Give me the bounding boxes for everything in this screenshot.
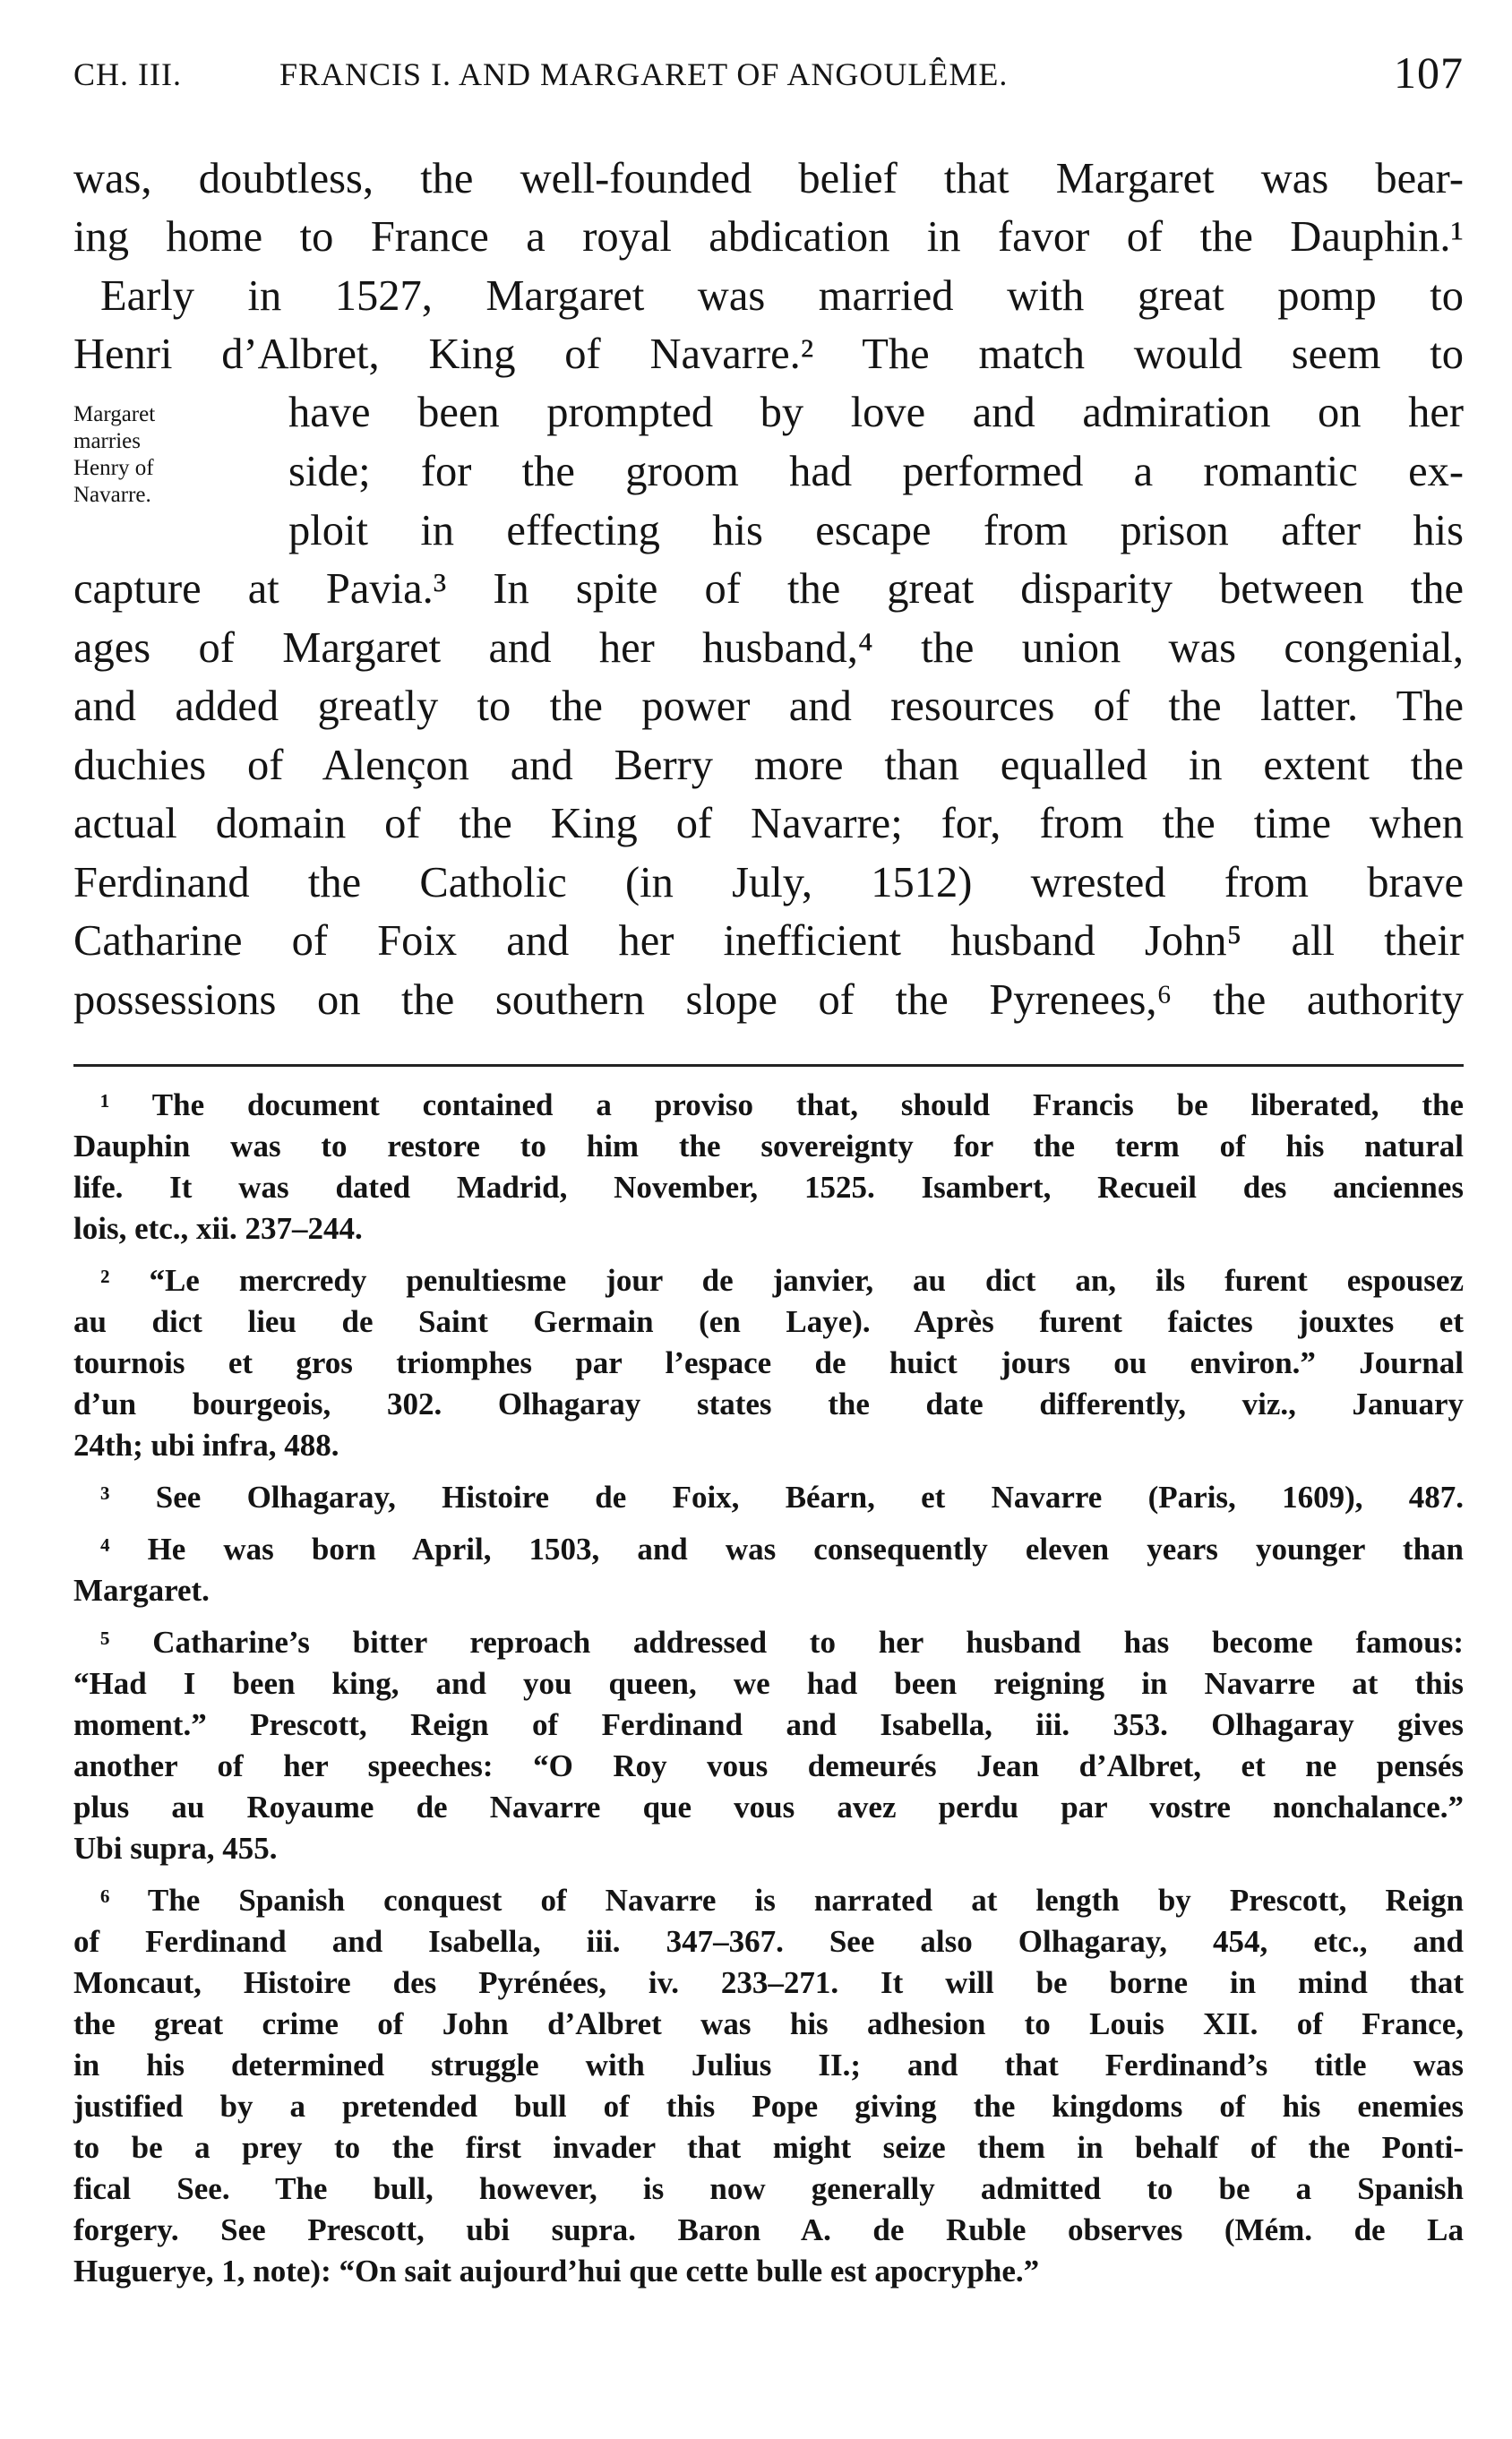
body-line: capture at Pavia.³ In spite of the great disparity between the: [73, 565, 1464, 613]
footnote-line: forgery. See Prescott, ubi supra. Baron A. de Ruble observes (Mém. de La: [73, 2212, 1464, 2247]
footnote-line: Ubi supra, 455.: [73, 1831, 278, 1866]
footnote-line: ² “Le mercredy penultiesme jour de janvier, au dict an, ils furent espousez: [100, 1263, 1464, 1298]
body-line: have been prompted by love and admiration on her: [288, 389, 1464, 436]
body-line: Ferdinand the Catholic (in July, 1512) wrested from brave: [73, 859, 1464, 906]
footnote-line: 24th; ubi infra, 488.: [73, 1428, 339, 1463]
footnote-line: lois, etc., xii. 237–244.: [73, 1211, 363, 1246]
footnote-line: Hugueryе, 1, note): “On sait aujourd’hui que cette bulle est apocryphe.”: [73, 2254, 1040, 2289]
footnote-line: tournois et gros triomphes par l’espace de huict jours ou environ.” Journal: [73, 1345, 1464, 1380]
side-note-line: Henry of: [73, 456, 154, 480]
body-line: was, doubtless, the well-founded belief that Margaret was bear-: [73, 155, 1464, 202]
footnote-line: “Had I been king, and you queen, we had been reigning in Navarre at this: [73, 1666, 1464, 1701]
footnote-line: ³ See Olhagaray, Histoire de Foix, Béarn, et Navarre (Paris, 1609), 487.: [100, 1480, 1464, 1515]
chapter-label: CH. III.: [73, 56, 182, 92]
footnote-line: ¹ The document contained a proviso that, should Francis be liberated, the: [100, 1087, 1464, 1122]
body-line: Henri d’Albret, King of Navarre.² The match would seem to: [73, 331, 1464, 378]
body-line: possessions on the southern slope of the Pyrenees,⁶ the authority: [73, 976, 1464, 1024]
footnote-line: au dict lieu de Saint Germain (en Laye). Après furent faictes jouxtes et: [73, 1304, 1464, 1339]
side-note-line: marries: [73, 429, 141, 453]
side-note: [73, 401, 271, 509]
running-head: [73, 47, 1464, 109]
body-line: actual domain of the King of Navarre; for, from the time when: [73, 800, 1464, 847]
footnote-line: ⁴ He was born April, 1503, and was consequently eleven years younger than: [100, 1532, 1464, 1567]
body-line: ages of Margaret and her husband,⁴ the union was congenial,: [73, 624, 1464, 672]
body-line: duchies of Alençon and Berry more than equalled in extent the: [73, 742, 1464, 789]
running-title: FRANCIS I. AND MARGARET OF ANGOULÊME.: [279, 56, 1009, 92]
footnote-line: in his determined struggle with Julius II.; and that Ferdinand’s title was: [73, 2048, 1464, 2083]
footnote-line: the great crime of John d’Albret was his adhesion to Louis XII. of France,: [73, 2006, 1464, 2041]
footnote-rule: [73, 1064, 1464, 1067]
footnote-line: life. It was dated Madrid, November, 1525. Isambert, Recueil des anciennes: [73, 1170, 1464, 1205]
body-line: Early in 1527, Margaret was married with great pomp to: [100, 272, 1464, 320]
footnote-line: moment.” Prescott, Reign of Ferdinand and Isabella, iii. 353. Olhagaray gives: [73, 1707, 1464, 1742]
footnote-line: Moncaut, Histoire des Pyrénées, iv. 233–271. It will be borne in mind that: [73, 1965, 1464, 2000]
body-line: Catharine of Foix and her inefficient husband John⁵ all their: [73, 917, 1464, 965]
body-line: ploit in effecting his escape from prison after his: [288, 507, 1464, 554]
page-number: 107: [1394, 47, 1464, 98]
footnote-line: justified by a pretended bull of this Pope giving the kingdoms of his enemies: [73, 2089, 1464, 2124]
body-line: ing home to France a royal abdication in favor of the Dauphin.¹: [73, 213, 1464, 261]
side-note-line: Navarre.: [73, 483, 151, 507]
footnote-line: another of her speeches: “O Roy vous demeurés Jean d’Albret, et ne pensés: [73, 1748, 1464, 1783]
footnote-line: d’un bourgeois, 302. Olhagaray states the date differently, viz., January: [73, 1387, 1464, 1421]
footnote-line: Margaret.: [73, 1573, 210, 1608]
side-note-line: Margaret: [73, 402, 156, 426]
footnote-line: fical See. The bull, however, is now generally admitted to be a Spanish: [73, 2171, 1464, 2206]
footnote-line: plus au Royaume de Navarre que vous avez perdu par vostre nonchalance.”: [73, 1790, 1464, 1825]
footnote-line: of Ferdinand and Isabella, iii. 347–367. See also Olhagaray, 454, etc., and: [73, 1924, 1464, 1959]
body-line: side; for the groom had performed a romantic ex-: [288, 448, 1464, 495]
footnote-line: ⁵ Catharine’s bitter reproach addressed to her husband has become famous:: [100, 1625, 1464, 1660]
footnote-line: Dauphin was to restore to him the sovereignty for the term of his natural: [73, 1129, 1464, 1164]
body-line: and added greatly to the power and resources of the latter. The: [73, 683, 1464, 730]
footnote-line: ⁶ The Spanish conquest of Navarre is narrated at length by Prescott, Reign: [100, 1883, 1464, 1918]
footnote-line: to be a prey to the first invader that might seize them in behalf of the Ponti-: [73, 2130, 1464, 2165]
